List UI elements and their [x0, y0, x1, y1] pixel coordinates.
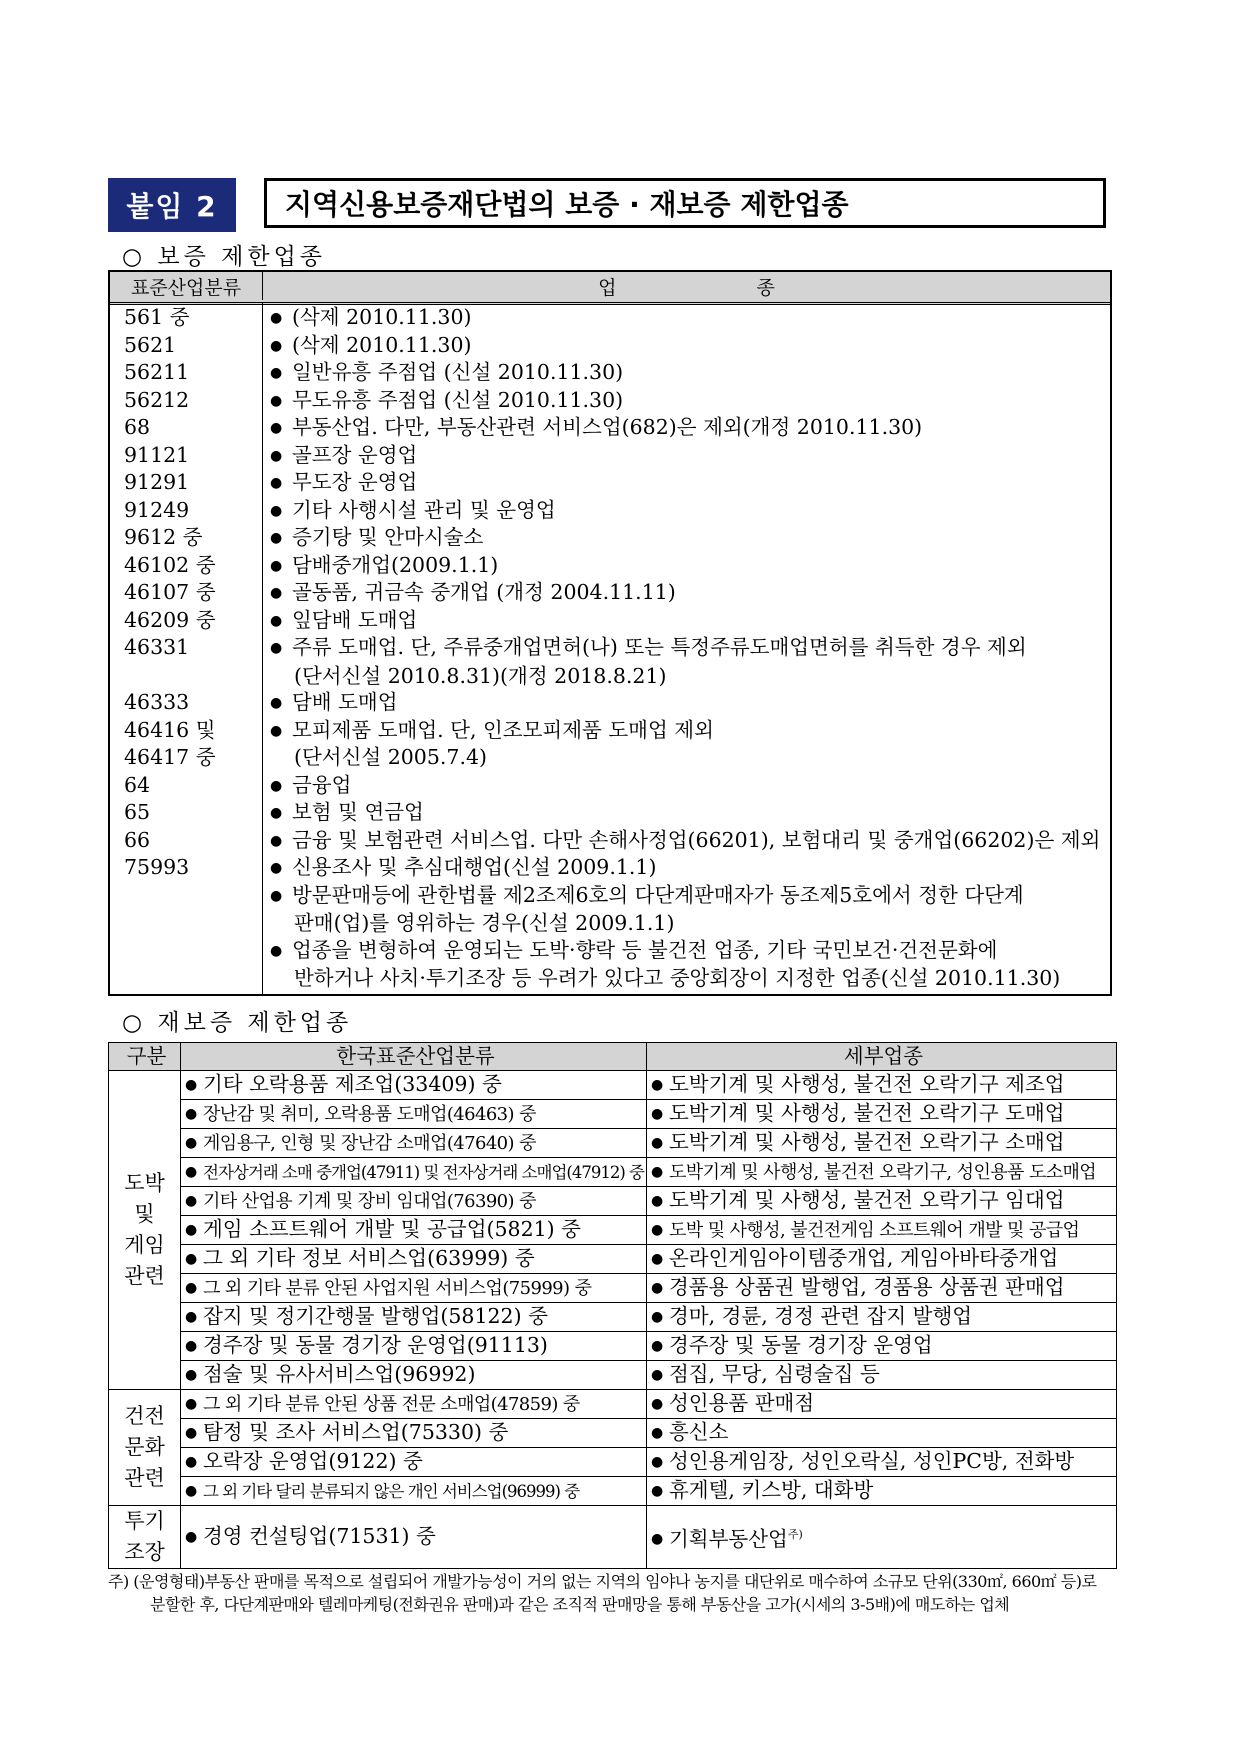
- description-text: 무도장 운영업: [292, 470, 418, 494]
- bullet-icon: ●: [185, 1192, 197, 1209]
- detail-cell: [647, 1071, 1117, 1100]
- bullet-icon: ●: [651, 1338, 664, 1354]
- industry-description: [270, 937, 1108, 993]
- description-line: [270, 772, 1108, 801]
- bullet-icon: ●: [270, 860, 283, 876]
- description-text: 골프장 운영업: [292, 442, 418, 467]
- bullet-icon: ●: [185, 1529, 198, 1545]
- table-row: [109, 1129, 1117, 1158]
- bullet-icon: ●: [651, 1221, 663, 1238]
- industry-description: [270, 359, 1108, 388]
- description-line: [270, 965, 1108, 993]
- detail-cell: [647, 1448, 1117, 1477]
- bullet-icon: ●: [185, 1251, 198, 1267]
- bullet-icon: ●: [185, 1367, 198, 1383]
- table-body: [109, 1071, 1117, 1569]
- bullet-icon: ●: [270, 557, 283, 574]
- table-row: [109, 1332, 1117, 1361]
- description-line: [270, 663, 1108, 691]
- description-text: 방문판매등에 관한법률 제2조제6호의 다단계판매자가 동조제5호에서 정한 다단계: [292, 882, 1024, 907]
- industry-description: [270, 689, 1108, 718]
- industry-description: [270, 387, 1108, 416]
- industry-description: [270, 827, 1108, 856]
- table-row: [109, 1448, 1117, 1477]
- industry-description: [270, 744, 1108, 772]
- description-line: [270, 469, 1108, 498]
- industry-code: 91121: [124, 442, 190, 467]
- bullet-icon: ●: [185, 1279, 197, 1296]
- description-line: [270, 744, 1108, 772]
- ksic-cell: [181, 1187, 647, 1216]
- table-row: [109, 1158, 1117, 1187]
- description-line: [270, 579, 1108, 608]
- detail-cell: [647, 1390, 1117, 1419]
- ksic-text: 오락장 운영업(9122) 중: [203, 1449, 423, 1473]
- description-line: [270, 634, 1108, 663]
- bullet-icon: ●: [270, 722, 283, 739]
- description-line: [270, 827, 1108, 856]
- bullet-icon: ●: [270, 502, 283, 519]
- ksic-cell: [181, 1419, 647, 1448]
- industry-description: [270, 332, 1108, 361]
- detail-text: 도박기계 및 사행성, 불건전 오락기구 제조업: [669, 1072, 1065, 1096]
- detail-cell: [647, 1158, 1117, 1187]
- description-text: 금융업: [292, 772, 352, 797]
- detail-cell: [647, 1129, 1117, 1158]
- bullet-icon: ●: [270, 640, 283, 656]
- column-header-ksic: 한국표준산업분류: [181, 1043, 647, 1071]
- bullet-icon: ●: [270, 777, 283, 794]
- section-heading-guarantee: ○ 보증 제한업종: [122, 244, 326, 270]
- bullet-icon: ●: [270, 887, 283, 904]
- category-word: 게임: [124, 1233, 165, 1257]
- ksic-text: 잡지 및 정기간행물 발행업(58122) 중: [203, 1304, 548, 1328]
- industry-code: 64: [124, 772, 151, 797]
- table-header: [110, 272, 1110, 305]
- description-line: [270, 882, 1108, 911]
- bullet-icon: ●: [651, 1454, 664, 1470]
- description-line: [270, 799, 1108, 828]
- description-text: 업종을 변형하여 운영되는 도박·향락 등 불건전 업종, 기타 국민보건·건전문화에: [292, 937, 998, 962]
- title-block: [108, 178, 1112, 232]
- ksic-cell: [181, 1071, 647, 1100]
- category-cell: [109, 1506, 181, 1569]
- bullet-icon: ●: [185, 1309, 198, 1325]
- bullet-icon: ●: [185, 1222, 198, 1238]
- bullet-icon: ●: [651, 1280, 664, 1296]
- category-word: 관련: [124, 1466, 165, 1490]
- industry-code: 46333: [124, 690, 190, 714]
- description-text: 부동산업. 다만, 부동산관련 서비스업(682)은 제외(개정 2010.11.30): [292, 415, 923, 439]
- detail-text: 도박기계 및 사행성, 불건전 오락기구 도매업: [669, 1101, 1065, 1125]
- ksic-text: 전자상거래 소매 중개업(47911) 및 전자상거래 소매업(47912) 중: [203, 1162, 644, 1182]
- bullet-icon: ●: [185, 1077, 198, 1093]
- detail-cell: [647, 1216, 1117, 1245]
- description-line: [270, 552, 1108, 581]
- bullet-icon: ●: [270, 420, 283, 436]
- detail-text: 경마, 경륜, 경정 관련 잡지 발행업: [669, 1304, 973, 1328]
- industry-code: 9612 중: [124, 525, 203, 549]
- table-row: [109, 1361, 1117, 1390]
- ksic-cell: [181, 1361, 647, 1390]
- industry-description: [270, 799, 1108, 828]
- category-cell: [109, 1071, 181, 1390]
- bullet-icon: ●: [270, 475, 283, 491]
- industry-description: [270, 579, 1108, 608]
- bullet-icon: ●: [270, 530, 283, 546]
- industry-code: 46102 중: [124, 552, 216, 577]
- detail-text: 성인용게임장, 성인오락실, 성인PC방, 전화방: [669, 1449, 1075, 1473]
- bullet-icon: ●: [651, 1531, 664, 1548]
- ksic-cell: [181, 1332, 647, 1361]
- industry-description: [270, 854, 1108, 883]
- bullet-icon: ●: [270, 337, 283, 354]
- detail-cell: [647, 1506, 1117, 1569]
- bullet-icon: ●: [185, 1338, 198, 1354]
- bullet-icon: ●: [270, 310, 283, 326]
- table-row: [109, 1390, 1117, 1419]
- bullet-icon: ●: [651, 1367, 664, 1383]
- description-text: 금융 및 보험관련 서비스업. 다만 손해사정업(66201), 보험대리 및 중개업(66202)은 제외: [292, 827, 1101, 852]
- attachment-badge: 붙임 2: [108, 178, 236, 232]
- column-header-code: 표준산업분류: [110, 272, 263, 300]
- description-line: [270, 359, 1108, 388]
- description-line: [270, 937, 1108, 966]
- detail-text: 온라인게임아이템중개업, 게임아바타중개업: [669, 1246, 1059, 1270]
- category-word: 문화: [124, 1435, 165, 1459]
- detail-text: 성인용품 판매점: [669, 1391, 815, 1415]
- description-text: 주류 도매업. 단, 주류중개업면허(나) 또는 특정주류도매업면허를 취득한 경우 제외: [292, 635, 1027, 659]
- ksic-cell: [181, 1506, 647, 1569]
- detail-text: 경품용 상품권 발행업, 경품용 상품권 판매업: [669, 1275, 1065, 1299]
- detail-cell: [647, 1477, 1117, 1506]
- bullet-icon: ●: [270, 695, 283, 711]
- ksic-text: 경영 컨설팅업(71531) 중: [203, 1524, 436, 1548]
- detail-cell: [647, 1187, 1117, 1216]
- category-word: 및: [134, 1202, 155, 1226]
- industry-code: 66: [124, 827, 151, 852]
- description-line: [270, 442, 1108, 471]
- detail-cell: [647, 1245, 1117, 1274]
- bullet-icon: ●: [651, 1193, 664, 1209]
- industry-description: [270, 607, 1108, 636]
- ksic-text: 그 외 기타 분류 안된 사업지원 서비스업(75999) 중: [203, 1277, 592, 1299]
- ksic-text: 그 외 기타 정보 서비스업(63999) 중: [203, 1246, 535, 1270]
- description-text: (삭제 2010.11.30): [292, 332, 472, 357]
- table-row: [109, 1245, 1117, 1274]
- industry-code: 561 중: [124, 305, 190, 329]
- ksic-cell: [181, 1303, 647, 1332]
- industry-description: [270, 414, 1108, 443]
- ksic-cell: [181, 1448, 647, 1477]
- bullet-icon: ●: [270, 942, 283, 959]
- detail-cell: [647, 1100, 1117, 1129]
- column-header-category: 구분: [109, 1043, 181, 1071]
- ksic-cell: [181, 1158, 647, 1187]
- page-title: 지역신용보증재단법의 보증 · 재보증 제한업종: [264, 178, 1106, 228]
- table-row: [109, 1216, 1117, 1245]
- industry-description: [270, 882, 1108, 938]
- guarantee-restriction-table: [108, 270, 1112, 996]
- industry-description: [270, 497, 1108, 526]
- bullet-icon: ●: [270, 365, 283, 381]
- footnote: [108, 1570, 1118, 1616]
- description-text: 모피제품 도매업. 단, 인조모피제품 도매업 제외: [292, 717, 714, 742]
- table-row: [109, 1071, 1117, 1100]
- description-text: 반하거나 사치·투기조장 등 우려가 있다고 중앙회장이 지정한 업종(신설 2010.11.30): [294, 966, 1061, 990]
- ksic-text: 게임 소프트웨어 개발 및 공급업(5821) 중: [203, 1217, 581, 1241]
- industry-description: [270, 634, 1108, 690]
- description-text: 담배중개업(2009.1.1): [292, 552, 499, 577]
- section-heading-reguarantee: ○ 재보증 제한업종: [122, 1010, 353, 1036]
- detail-text: 휴게텔, 키스방, 대화방: [669, 1478, 874, 1502]
- industry-description: [270, 552, 1108, 581]
- industry-description: [270, 772, 1108, 801]
- category-word: 도박: [124, 1171, 165, 1195]
- bullet-icon: ●: [651, 1483, 664, 1499]
- description-text: 기타 사행시설 관리 및 운영업: [292, 497, 556, 522]
- footnote-line-2: 분할한 후, 다단계판매와 텔레마케팅(전화권유 판매)과 같은 조직적 판매망을 통해 부동산을 고가(시세의 3-5배)에 매도하는 업체: [150, 1595, 1010, 1614]
- ksic-text: 탐정 및 조사 서비스업(75330) 중: [203, 1420, 509, 1444]
- description-line: [270, 332, 1108, 361]
- detail-cell: [647, 1332, 1117, 1361]
- description-text: 무도유흥 주점업 (신설 2010.11.30): [292, 387, 624, 412]
- description-text: 담배 도매업: [292, 690, 398, 714]
- industry-code: 46209 중: [124, 607, 216, 632]
- column-header-industry: 업종: [598, 276, 915, 299]
- industry-code: 56212: [124, 387, 190, 412]
- industry-code: 5621: [124, 332, 177, 357]
- detail-cell: [647, 1303, 1117, 1332]
- bullet-icon: ●: [651, 1425, 664, 1441]
- description-line: [270, 524, 1108, 553]
- description-text: 신용조사 및 추심대행업(신설 2009.1.1): [292, 855, 657, 879]
- ksic-cell: [181, 1245, 647, 1274]
- industry-code: 46417 중: [124, 745, 216, 769]
- description-line: [270, 497, 1108, 526]
- category-word: 관련: [124, 1264, 165, 1288]
- table-row: [109, 1506, 1117, 1569]
- description-text: (삭제 2010.11.30): [292, 305, 472, 329]
- industry-description: [270, 524, 1108, 553]
- bullet-icon: ●: [651, 1163, 663, 1180]
- detail-text: 기획부동산업: [669, 1526, 788, 1551]
- category-cell: [109, 1390, 181, 1506]
- bullet-icon: ●: [651, 1077, 664, 1093]
- industry-code: 91249: [124, 497, 190, 522]
- column-header-detail: 세부업종: [647, 1043, 1117, 1071]
- bullet-icon: ●: [270, 612, 283, 629]
- table-row: [109, 1187, 1117, 1216]
- industry-code: 56211: [124, 360, 190, 384]
- description-text: 보험 및 연금업: [292, 800, 424, 824]
- detail-text: 점집, 무당, 심령술집 등: [669, 1362, 880, 1386]
- bullet-icon: ●: [270, 392, 283, 409]
- detail-cell: [647, 1361, 1117, 1390]
- industry-code: 46331: [124, 635, 190, 659]
- bullet-icon: ●: [651, 1309, 664, 1325]
- bullet-icon: ●: [270, 585, 283, 601]
- table-row: [109, 1303, 1117, 1332]
- category-word: 건전: [124, 1404, 165, 1428]
- industry-description: [270, 304, 1108, 333]
- detail-text: 도박기계 및 사행성, 불건전 오락기구 소매업: [669, 1130, 1065, 1154]
- table-row: [109, 1419, 1117, 1448]
- detail-text: 도박기계 및 사행성, 불건전 오락기구 임대업: [669, 1188, 1065, 1212]
- bullet-icon: ●: [270, 832, 283, 849]
- ksic-cell: [181, 1477, 647, 1506]
- bullet-icon: ●: [185, 1105, 197, 1122]
- bullet-icon: ●: [651, 1135, 664, 1151]
- industry-code: 46107 중: [124, 580, 216, 604]
- description-text: (단서신설 2010.8.31)(개정 2018.8.21): [294, 663, 667, 688]
- detail-cell: [647, 1274, 1117, 1303]
- description-text: (단서신설 2005.7.4): [294, 745, 488, 769]
- detail-text: 도박기계 및 사행성, 불건전 오락기구, 성인용품 도소매업: [669, 1161, 1097, 1183]
- ksic-text: 그 외 기타 분류 안된 상품 전문 소매업(47859) 중: [203, 1393, 580, 1415]
- table-row: [109, 1100, 1117, 1129]
- industry-code: 65: [124, 800, 151, 824]
- industry-description: [270, 469, 1108, 498]
- table-row: [109, 1477, 1117, 1506]
- description-text: 일반유흥 주점업 (신설 2010.11.30): [292, 360, 624, 384]
- detail-text: 도박 및 사행성, 불건전게임 소프트웨어 개발 및 공급업: [669, 1219, 1080, 1241]
- table-header-row: [109, 1043, 1117, 1071]
- detail-text: 경주장 및 동물 경기장 운영업: [669, 1333, 933, 1357]
- category-word: 투기: [124, 1509, 165, 1533]
- footnote-marker: 주): [787, 1527, 803, 1541]
- industry-code: 91291: [124, 470, 190, 494]
- description-line: [270, 304, 1108, 333]
- bullet-icon: ●: [185, 1454, 198, 1470]
- bullet-icon: ●: [651, 1106, 664, 1122]
- ksic-text: 기타 산업용 기계 및 장비 임대업(76390) 중: [203, 1190, 536, 1212]
- column-divider: [262, 302, 263, 994]
- industry-code: 46416 및: [124, 717, 216, 742]
- description-text: 골동품, 귀금속 중개업 (개정 2004.11.11): [292, 580, 676, 604]
- category-word: 조장: [124, 1540, 165, 1564]
- industry-code: 68: [124, 415, 151, 439]
- ksic-cell: [181, 1390, 647, 1419]
- ksic-text: 점술 및 유사서비스업(96992): [203, 1362, 476, 1386]
- ksic-text: 게임용구, 인형 및 장난감 소매업(47640) 중: [203, 1132, 536, 1154]
- ksic-cell: [181, 1100, 647, 1129]
- ksic-text: 경주장 및 동물 경기장 운영업(91113): [203, 1333, 548, 1357]
- ksic-cell: [181, 1274, 647, 1303]
- bullet-icon: ●: [185, 1425, 198, 1441]
- ksic-text: 장난감 및 취미, 오락용품 도매업(46463) 중: [203, 1103, 536, 1125]
- bullet-icon: ●: [185, 1163, 197, 1180]
- detail-cell: [647, 1419, 1117, 1448]
- description-line: [270, 387, 1108, 416]
- description-text: 증기탕 및 안마시술소: [292, 525, 484, 549]
- ksic-cell: [181, 1129, 647, 1158]
- footnote-line-1: 주) (운영형태)부동산 판매를 목적으로 설립되어 개발가능성이 거의 없는 지역의 임야나 농지를 대단위로 매수하여 소규모 단위(330㎡, 660㎡ 등)로: [108, 1572, 1097, 1591]
- ksic-text: 기타 오락용품 제조업(33409) 중: [203, 1072, 502, 1096]
- description-line: [270, 689, 1108, 718]
- description-text: 잎담배 도매업: [292, 607, 418, 632]
- reguarantee-restriction-table: [108, 1042, 1117, 1569]
- description-line: [270, 414, 1108, 443]
- industry-description: [270, 717, 1108, 746]
- industry-description: [270, 442, 1108, 471]
- table-row: [109, 1274, 1117, 1303]
- bullet-icon: ●: [651, 1396, 664, 1412]
- industry-code: 75993: [124, 855, 190, 879]
- description-line: [270, 607, 1108, 636]
- ksic-text: 그 외 기타 달리 분류되지 않은 개인 서비스업(96999) 중: [203, 1481, 580, 1501]
- bullet-icon: ●: [270, 447, 283, 464]
- bullet-icon: ●: [270, 805, 283, 821]
- detail-text: 흥신소: [669, 1420, 729, 1444]
- bullet-icon: ●: [185, 1395, 197, 1412]
- bullet-icon: ●: [185, 1482, 197, 1499]
- description-line: [270, 910, 1108, 938]
- description-line: [270, 717, 1108, 746]
- bullet-icon: ●: [651, 1251, 664, 1267]
- bullet-icon: ●: [185, 1134, 197, 1151]
- description-line: [270, 854, 1108, 883]
- ksic-cell: [181, 1216, 647, 1245]
- description-text: 판매(업)를 영위하는 경우(신설 2009.1.1): [294, 911, 675, 935]
